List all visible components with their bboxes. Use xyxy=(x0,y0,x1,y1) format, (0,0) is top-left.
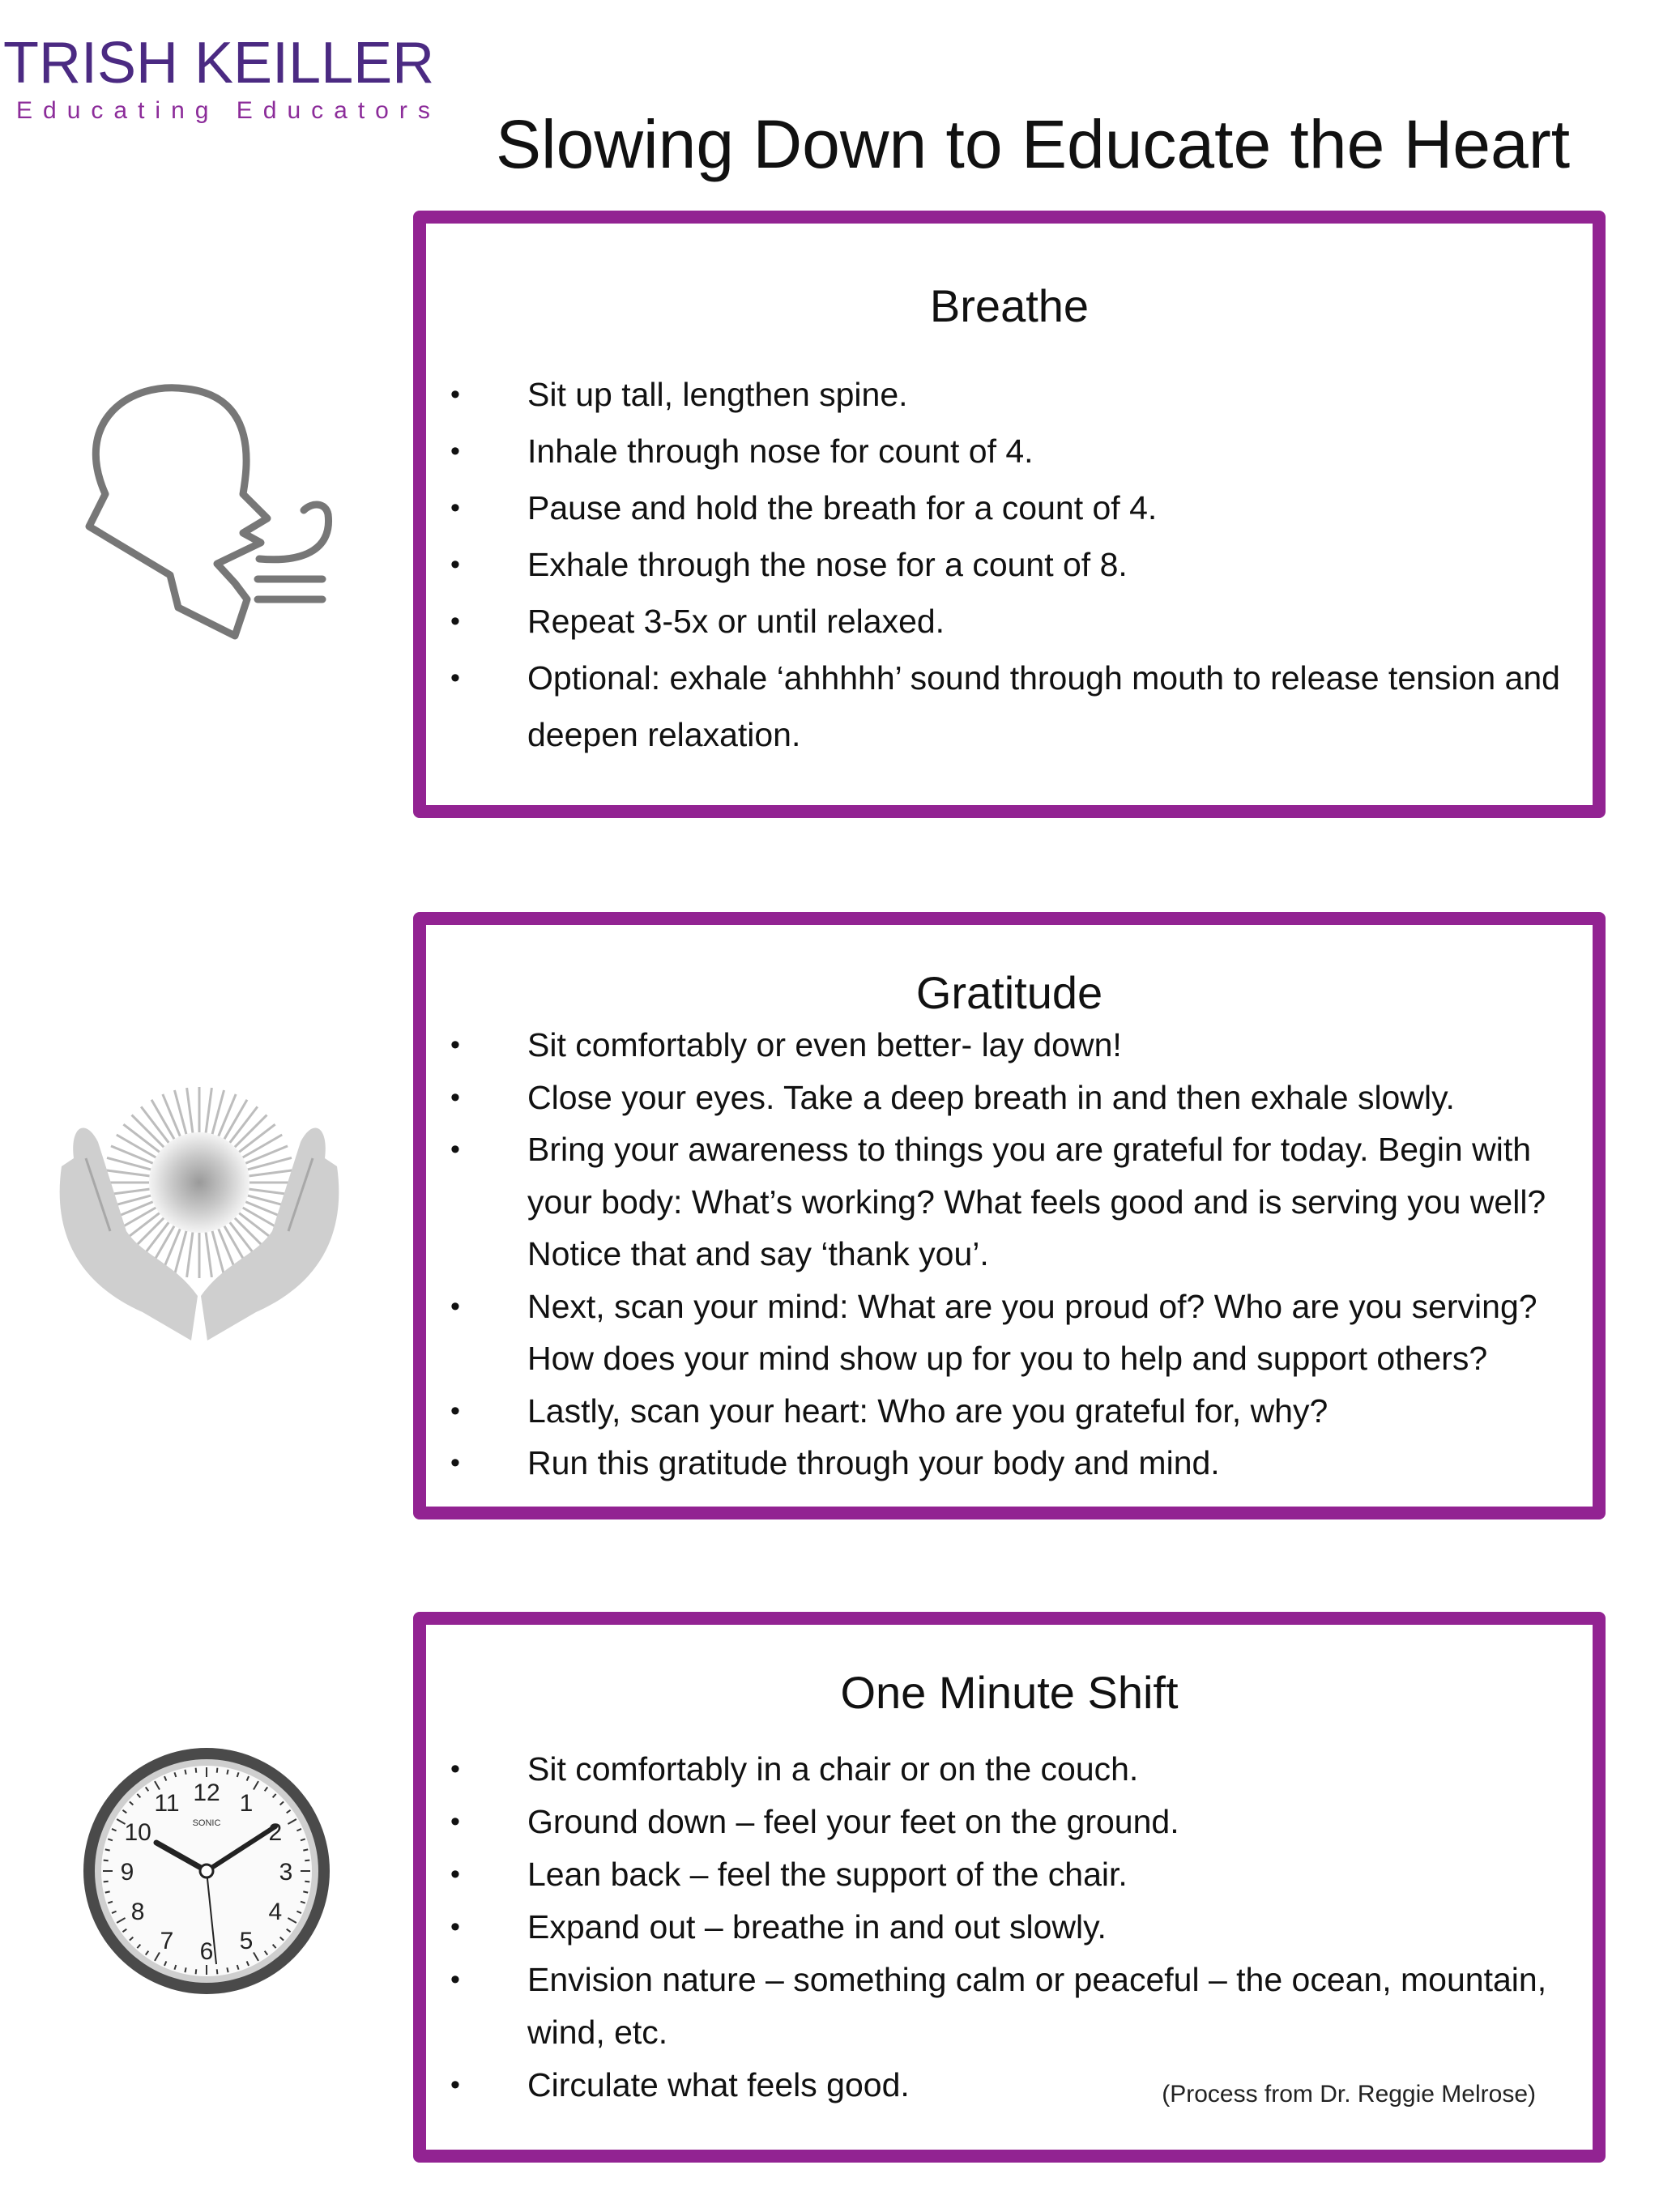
one-minute-shift-list xyxy=(426,1743,1593,2112)
list-item: • Run this gratitude through your body and mind. xyxy=(450,1444,1220,1481)
clock-tick xyxy=(105,1891,110,1892)
breathe-card xyxy=(413,211,1606,818)
clock-tick xyxy=(105,1849,110,1850)
list-item: • Lastly, scan your heart: Who are you grateful for, why? xyxy=(450,1392,1328,1430)
clock-tick xyxy=(196,1768,197,1773)
gratitude-card xyxy=(413,912,1606,1519)
gratitude-heading: Gratitude xyxy=(915,967,1103,1018)
page-title: Slowing Down to Educate the Heart xyxy=(495,106,1571,182)
clock-tick xyxy=(227,1770,228,1775)
clock-tick xyxy=(185,1770,186,1775)
list-item: • Ground down – feel your feet on the ground. xyxy=(450,1803,1179,1840)
clock-numeral: 2 xyxy=(268,1819,283,1846)
list-item: • Expand out – breathe in and out slowly. xyxy=(450,1908,1107,1946)
gratitude-list xyxy=(426,1019,1593,1490)
sun-ray xyxy=(187,1232,193,1277)
list-item: • Exhale through the nose for a count of 8. xyxy=(450,546,1128,583)
clock-numeral: 7 xyxy=(160,1927,174,1954)
sun-ray xyxy=(104,1170,150,1176)
clock-tick xyxy=(217,1969,218,1974)
sun-ray xyxy=(187,1088,193,1133)
sun-ray xyxy=(249,1170,294,1176)
clock-numeral: 4 xyxy=(268,1899,283,1925)
clock-tick xyxy=(227,1967,228,1972)
list-item: • Next, scan your mind: What are you proud of? Who are you serving? How does your mind show up for you to help and support others? xyxy=(450,1287,1537,1377)
clock-tick xyxy=(104,1860,109,1861)
clock-numeral: 1 xyxy=(239,1790,254,1818)
clock-numeral: 11 xyxy=(154,1790,180,1818)
clock-tick xyxy=(303,1891,308,1892)
head-breathing-icon xyxy=(73,373,365,648)
breathe-list xyxy=(426,366,1593,763)
clock-tick xyxy=(185,1967,186,1972)
clock-numeral: 10 xyxy=(124,1819,151,1846)
list-item: • Optional: exhale ‘ahhhhh’ sound through mouth to release tension and deepen relaxation. xyxy=(450,659,1560,753)
list-item: • Circulate what feels good. xyxy=(450,2066,910,2103)
list-item: • Sit comfortably in a chair or on the couch. xyxy=(450,1750,1139,1788)
list-item: • Inhale through nose for count of 4. xyxy=(450,433,1034,470)
breathe-heading: Breathe xyxy=(929,280,1090,331)
brand-logo xyxy=(3,31,441,125)
credit-note: (Process from Dr. Reggie Melrose) xyxy=(1162,2081,1536,2108)
one-minute-shift-heading: One Minute Shift xyxy=(840,1667,1179,1718)
hands-sun-icon xyxy=(53,1069,345,1345)
brand-name: TRISH KEILLER xyxy=(3,31,435,96)
list-item: • Repeat 3-5x or until relaxed. xyxy=(450,603,945,640)
clock-numeral: 6 xyxy=(199,1938,214,1965)
list-item: • Envision nature – something calm or peaceful – the ocean, mountain, wind, etc. xyxy=(450,1961,1547,2051)
clock-tick xyxy=(305,1860,309,1861)
clock-numeral: 8 xyxy=(130,1899,145,1925)
clock-numeral: 9 xyxy=(120,1859,134,1886)
list-item: • Lean back – feel the support of the chair. xyxy=(450,1856,1128,1893)
one-minute-shift-card xyxy=(413,1612,1606,2163)
brand-tagline: Educating Educators xyxy=(16,97,441,124)
clock-tick xyxy=(303,1849,308,1850)
list-item: • Bring your awareness to things you are grateful for today. Begin with your body: What’s working? What feels good and is serving you well? Notice that and say ‘thank you’. xyxy=(450,1131,1546,1272)
sun-ray xyxy=(206,1232,211,1277)
list-item: • Sit comfortably or even better- lay down! xyxy=(450,1026,1122,1063)
clock-numeral: 3 xyxy=(279,1859,293,1886)
clock-numeral: 12 xyxy=(193,1779,220,1806)
clock-brand-label: SONIC xyxy=(192,1818,221,1828)
clock-tick xyxy=(217,1768,218,1773)
list-item: • Pause and hold the breath for a count of 4. xyxy=(450,489,1158,526)
sun-ray xyxy=(206,1088,211,1133)
clock-icon xyxy=(77,1741,336,2001)
clock-tick xyxy=(196,1969,197,1974)
list-item: • Close your eyes. Take a deep breath in and then exhale slowly. xyxy=(450,1078,1455,1116)
list-item: • Sit up tall, lengthen spine. xyxy=(450,376,908,413)
clock-numeral: 5 xyxy=(239,1927,254,1954)
